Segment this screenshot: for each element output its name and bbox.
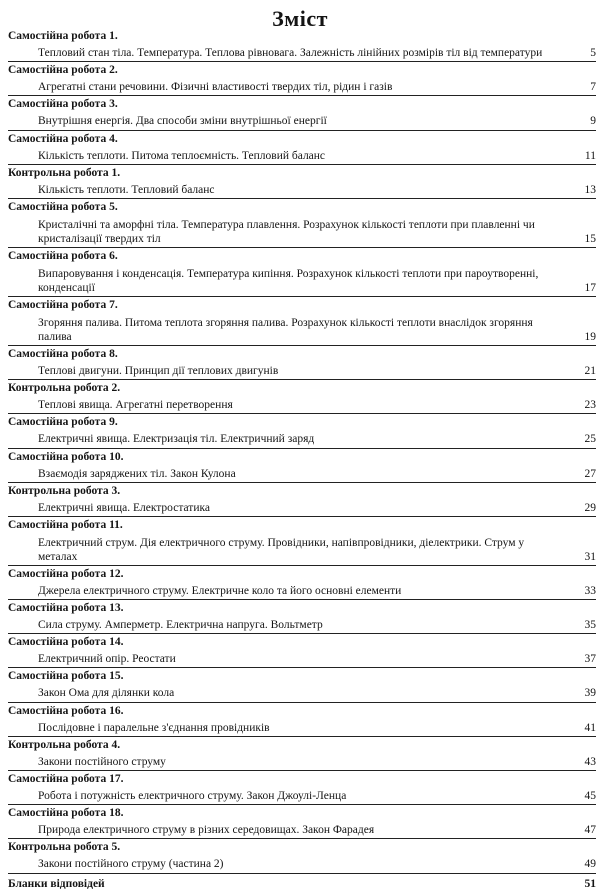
toc-entry: [8, 414, 596, 448]
toc-entry-title: Кількість теплоти. Тепловий баланс: [38, 183, 215, 196]
toc-entry: [8, 805, 596, 839]
table-of-contents: [8, 28, 596, 894]
toc-entry: [8, 28, 596, 62]
toc-entry-page-number: 15: [584, 232, 596, 245]
toc-entry-body: [8, 214, 596, 246]
toc-entry: [8, 668, 596, 702]
toc-entry-title: Закони постійного струму (частина 2): [38, 858, 224, 871]
toc-entry-page-number: 33: [584, 584, 596, 597]
toc-entry-label: Контрольна робота 1.: [8, 166, 121, 179]
toc-entry: [8, 165, 596, 199]
toc-entry-body: [8, 752, 596, 769]
page-title: Зміст: [272, 6, 328, 31]
toc-entry-page-number: 25: [584, 433, 596, 446]
toc-entry: [8, 380, 596, 414]
toc-entry: [8, 517, 596, 566]
toc-entry-page-number: 7: [590, 81, 596, 94]
toc-entry-label: Самостійна робота 13.: [8, 602, 124, 615]
toc-entry-label: Самостійна робота 5.: [8, 200, 118, 213]
toc-entry-title: Взаємодія заряджених тіл. Закон Кулона: [38, 467, 236, 480]
toc-entry-label: Контрольна робота 3.: [8, 484, 121, 497]
toc-entry-label: Самостійна робота 9.: [8, 416, 118, 429]
toc-entry-label: Контрольна робота 5.: [8, 841, 121, 854]
toc-entry-body: [8, 312, 596, 344]
toc-entry-body: [8, 615, 596, 632]
toc-entry-body: [8, 854, 596, 871]
toc-entry-title: Робота і потужність електричного струму. Закон Джоулі-Ленца: [38, 790, 347, 802]
toc-entry: [8, 600, 596, 634]
toc-entry: [8, 449, 596, 483]
toc-entry-body: [8, 581, 596, 598]
toc-entry-title: Закони постійного струму: [38, 755, 166, 768]
toc-entry-label: Самостійна робота 4.: [8, 132, 118, 145]
toc-entry: [8, 96, 596, 130]
toc-entry-label: Самостійна робота 15.: [8, 670, 124, 683]
toc-entry-title: Електричні явища. Електризація тіл. Електричний заряд: [38, 433, 315, 446]
toc-entry-body: [8, 395, 596, 412]
toc-entry-body: [8, 464, 596, 481]
toc-entry-title: Сила струму. Амперметр. Електрична напруга. Вольтметр: [38, 619, 323, 632]
toc-entry-page-number: 13: [584, 183, 596, 196]
toc-entry-body: [8, 146, 596, 163]
toc-entry-page-number: 41: [584, 721, 596, 734]
toc-entry-title: Джерела електричного струму. Електричне коло та його основні елементи: [38, 584, 402, 597]
toc-entry-label: Самостійна робота 11.: [8, 518, 123, 531]
toc-entry-title: Природа електричного струму в різних середовищах. Закон Фарадея: [38, 824, 375, 837]
toc-entry-body: [8, 429, 596, 446]
toc-entry: [8, 483, 596, 517]
toc-entry-label: Самостійна робота 10.: [8, 450, 124, 463]
toc-entry-title: Послідовне і паралельне з'єднання провідників: [38, 721, 270, 734]
toc-entry-label: Самостійна робота 16.: [8, 704, 124, 717]
toc-entry-body: [8, 683, 596, 700]
toc-entry-body: [8, 786, 596, 803]
toc-entry-title: Випаровування і конденсація. Температура кипіння. Розрахунок кількості теплоти при пароутворенні, конденсації: [38, 267, 539, 294]
toc-entry-page-number: 35: [584, 619, 596, 632]
toc-entry-page-number: 19: [584, 330, 596, 343]
toc-entry-title: Теплові двигуни. Принцип дії теплових двигунів: [38, 364, 279, 377]
toc-entry-body: [8, 77, 596, 94]
toc-entry-label: Самостійна робота 12.: [8, 567, 124, 580]
toc-entry: [8, 131, 596, 165]
toc-entry-page-number: 31: [584, 550, 596, 563]
toc-entry-label: Контрольна робота 2.: [8, 382, 121, 395]
toc-final-page-number: 51: [584, 877, 596, 890]
toc-entry-body: [8, 532, 596, 564]
toc-entry: [8, 737, 596, 771]
toc-entry-title: Агрегатні стани речовини. Фізичні властивості твердих тіл, рідин і газів: [38, 81, 393, 94]
toc-entry-label: Самостійна робота 7.: [8, 298, 118, 311]
toc-entry-label: Самостійна робота 2.: [8, 64, 118, 77]
toc-entry: [8, 771, 596, 805]
toc-entry-body: [8, 718, 596, 735]
toc-entry-title: Внутрішня енергія. Два способи зміни внутрішньої енергії: [38, 115, 327, 128]
toc-entry-body: [8, 820, 596, 837]
toc-entry-body: [8, 361, 596, 378]
toc-entry-title: Електричний струм. Дія електричного струму. Провідники, напівпровідники, діелектрики. Струм у металах: [38, 536, 525, 563]
toc-entry-label: Самостійна робота 18.: [8, 807, 124, 820]
toc-entry-page-number: 21: [584, 364, 596, 377]
toc-entry-body: [8, 498, 596, 515]
toc-entry-label: Самостійна робота 17.: [8, 773, 124, 785]
toc-entry: [8, 62, 596, 96]
toc-entry-title: Згоряння палива. Питома теплота згоряння палива. Розрахунок кількості теплоти внаслідок згоряння палива: [38, 316, 533, 343]
toc-entry-title: Електричний опір. Реостати: [38, 653, 176, 666]
toc-entry-body: [8, 649, 596, 666]
toc-entry-page-number: 23: [584, 399, 596, 412]
toc-final-title: Бланки відповідей: [8, 877, 105, 890]
toc-entry-page-number: 49: [584, 858, 596, 871]
toc-entry-page-number: 11: [584, 149, 596, 162]
toc-entry-page-number: 43: [584, 755, 596, 768]
toc-entry-label: Самостійна робота 3.: [8, 98, 118, 111]
toc-entry-page-number: 37: [584, 653, 596, 666]
toc-entry-page-number: 29: [584, 501, 596, 514]
toc-entry-title: Електричні явища. Електростатика: [38, 501, 210, 514]
toc-entry-body: [8, 180, 596, 197]
toc-entry-page-number: 27: [584, 467, 596, 480]
toc-entry-label: Самостійна робота 1.: [8, 30, 118, 42]
toc-entry-label: Самостійна робота 8.: [8, 347, 118, 360]
toc-entry: [8, 297, 596, 346]
toc-entry: [8, 703, 596, 737]
toc-entry-body: [8, 111, 596, 128]
toc-entry-page-number: 45: [584, 790, 596, 802]
toc-entry-body: [8, 43, 596, 60]
toc-entry-label: Самостійна робота 6.: [8, 249, 118, 262]
toc-entry-label: Контрольна робота 4.: [8, 738, 121, 751]
toc-entry-title: Кристалічні та аморфні тіла. Температура плавлення. Розрахунок кількості теплоти при плавленні чи кристалізації твердих тіл: [38, 218, 535, 245]
toc-entry-title: Закон Ома для ділянки кола: [38, 687, 175, 700]
toc-entry: [8, 839, 596, 873]
toc-entry: [8, 566, 596, 600]
toc-entry-label: Самостійна робота 14.: [8, 636, 124, 649]
toc-entry-title: Тепловий стан тіла. Температура. Теплова рівновага. Залежність лінійних розмірів тіл від температури: [38, 47, 543, 59]
toc-entry-page-number: 47: [584, 824, 596, 837]
toc-entry-page-number: 5: [590, 47, 596, 59]
toc-entry: [8, 199, 596, 248]
toc-entry-body: [8, 263, 596, 295]
toc-entry-page-number: 9: [590, 115, 596, 128]
toc-entry: [8, 346, 596, 380]
toc-entry-page-number: 39: [584, 687, 596, 700]
toc-entry-title: Кількість теплоти. Питома теплоємність. Тепловий баланс: [38, 149, 326, 162]
toc-entry-title: Теплові явища. Агрегатні перетворення: [38, 399, 233, 412]
toc-entry-page-number: 17: [584, 281, 596, 294]
toc-entry: [8, 634, 596, 668]
toc-final-entry: [8, 874, 596, 894]
toc-entry: [8, 248, 596, 297]
